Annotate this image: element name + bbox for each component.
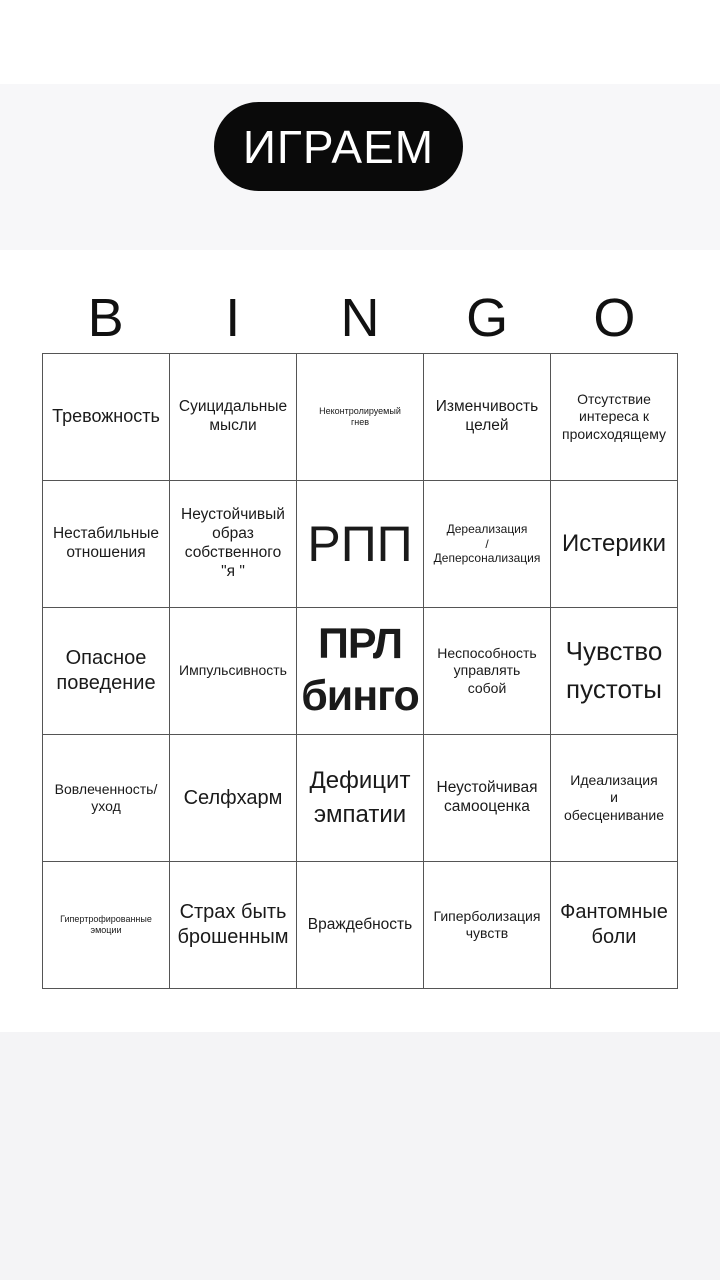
- bingo-cell-impulsivity[interactable]: Импульсивность: [170, 608, 297, 735]
- bingo-letter-o: O: [593, 288, 636, 348]
- bingo-cell-engagement-withdrawal[interactable]: Вовлеченность/ уход: [43, 735, 170, 862]
- bingo-letter-g: G: [466, 288, 509, 348]
- bottom-band: [0, 1032, 720, 1280]
- bingo-letter-n: N: [340, 288, 380, 348]
- bingo-letter-i: I: [225, 288, 241, 348]
- bingo-cell-center-bpd[interactable]: ПРЛ бинго: [297, 608, 424, 735]
- bingo-cell-emptiness[interactable]: Чувство пустоты: [551, 608, 678, 735]
- bingo-cell-idealization[interactable]: Идеализация и обесценивание: [551, 735, 678, 862]
- bingo-title: [42, 285, 678, 355]
- bingo-cell-hysterics[interactable]: Истерики: [551, 481, 678, 608]
- bingo-cell-hypertrophied-emotions[interactable]: Гипертрофированные эмоции: [43, 862, 170, 989]
- bingo-cell-hyperbolized-feelings[interactable]: Гиперболизация чувств: [424, 862, 551, 989]
- bingo-cell-risky-behavior[interactable]: Опасное поведение: [43, 608, 170, 735]
- bingo-cell-lack-of-interest[interactable]: Отсутствие интереса к происходящему: [551, 354, 678, 481]
- bingo-cell-changing-goals[interactable]: Изменчивость целей: [424, 354, 551, 481]
- bingo-cell-fear-of-abandonment[interactable]: Страх быть брошенным: [170, 862, 297, 989]
- bingo-cell-hostility[interactable]: Враждебность: [297, 862, 424, 989]
- bingo-cell-empathy-deficit[interactable]: Дефицит эмпатии: [297, 735, 424, 862]
- top-band: [0, 0, 720, 84]
- play-button[interactable]: ИГРАЕМ: [214, 102, 463, 191]
- bingo-cell-uncontrolled-anger[interactable]: Неконтролируемый гнев: [297, 354, 424, 481]
- bingo-cell-unstable-self-image[interactable]: Неустойчивый образ собственного "я ": [170, 481, 297, 608]
- bingo-cell-derealization[interactable]: Дереализация / Деперсонализация: [424, 481, 551, 608]
- bingo-letter-b: B: [87, 288, 124, 348]
- bingo-cell-anxiety[interactable]: Тревожность: [43, 354, 170, 481]
- bingo-grid: [42, 353, 678, 989]
- bingo-cell-suicidal-thoughts[interactable]: Суицидальные мысли: [170, 354, 297, 481]
- bingo-cell-unstable-self-esteem[interactable]: Неустойчивая самооценка: [424, 735, 551, 862]
- bingo-cell-self-control[interactable]: Неспособность управлять собой: [424, 608, 551, 735]
- bingo-cell-selfharm[interactable]: Селфхарм: [170, 735, 297, 862]
- bingo-cell-unstable-relationships[interactable]: Нестабильные отношения: [43, 481, 170, 608]
- bingo-cell-eating-disorder[interactable]: РПП: [297, 481, 424, 608]
- bingo-cell-phantom-pain[interactable]: Фантомные боли: [551, 862, 678, 989]
